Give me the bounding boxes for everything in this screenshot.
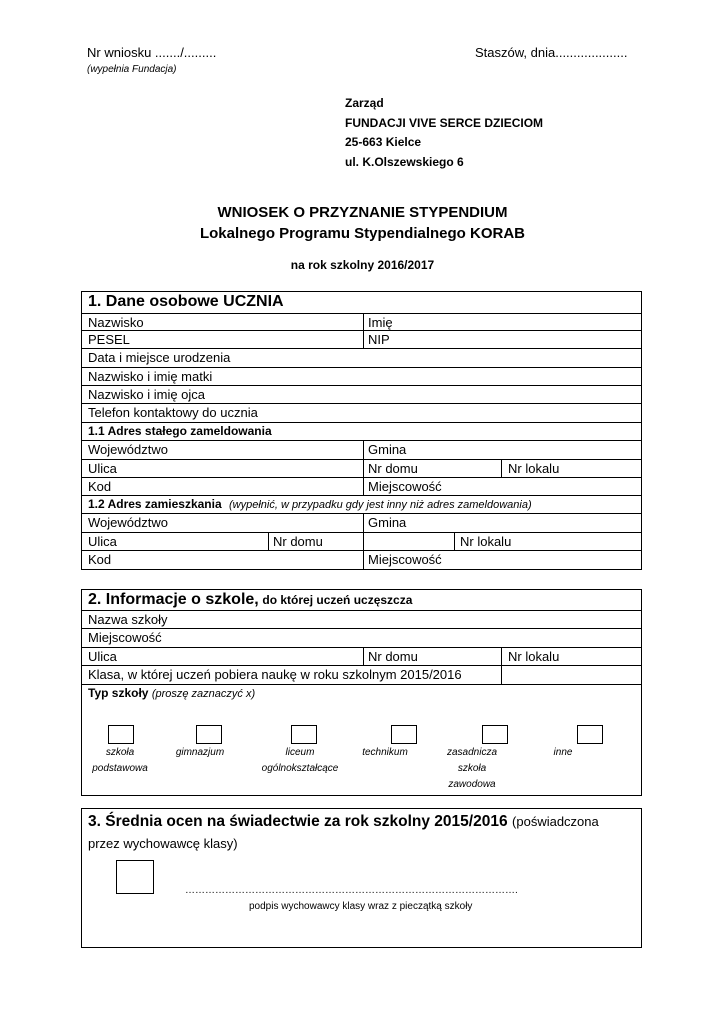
signature-line: ………………………………………………………………………………………. <box>185 885 518 896</box>
field-nazwa-szkoly[interactable]: Nazwa szkoły <box>88 612 168 627</box>
addressee-line: 25-663 Kielce <box>345 135 422 149</box>
field-miejscowosc-1[interactable]: Miejscowość <box>368 479 442 494</box>
label-line: technikum <box>362 747 408 758</box>
field-data-miejsce-urodzenia[interactable]: Data i miejsce urodzenia <box>88 350 231 365</box>
label-inne <box>533 745 593 761</box>
filled-by-foundation-note: (wypełnia Fundacja) <box>87 64 177 75</box>
checkbox-gimnazjum[interactable] <box>196 725 222 744</box>
label-line: gimnazjum <box>175 747 225 758</box>
section1-table <box>81 291 642 570</box>
document-title <box>0 202 725 244</box>
label-gimnazjum <box>160 745 240 761</box>
school-type-note: (proszę zaznaczyć x) <box>151 688 256 700</box>
label-line: zawodowa <box>448 779 496 790</box>
section2-title: 2. Informacje o szkole, <box>88 591 259 608</box>
section3-box <box>81 808 642 948</box>
field-nr-domu-2[interactable]: Nr domu <box>273 534 323 549</box>
subsection-adres-zamieszkania <box>88 497 532 511</box>
field-pesel[interactable]: PESEL <box>88 332 130 347</box>
section3-note: (poświadczona przez wychowawcę klasy) <box>88 814 599 851</box>
section2-heading <box>88 591 412 609</box>
field-miejscowosc-2[interactable]: Miejscowość <box>368 552 442 567</box>
school-type-label <box>88 686 255 700</box>
label-zasadnicza <box>432 745 512 793</box>
grade-average-box[interactable] <box>116 860 154 894</box>
school-year: na rok szkolny 2016/2017 <box>290 258 435 272</box>
section1-heading: 1. Dane osobowe UCZNIA <box>88 293 284 310</box>
subsection-adres-zameldowania: 1.1 Adres stałego zameldowania <box>88 424 272 438</box>
title-line: WNIOSEK O PRZYZNANIE STYPENDIUM <box>217 204 508 221</box>
subsection-title: 1.2 Adres zamieszkania <box>88 497 222 511</box>
field-miejscowosc-szkoly[interactable]: Miejscowość <box>88 630 162 645</box>
field-ulica-2[interactable]: Ulica <box>88 534 117 549</box>
field-nr-domu-1[interactable]: Nr domu <box>368 461 418 476</box>
label-line: inne <box>553 747 573 758</box>
signature-caption: podpis wychowawcy klasy wraz z pieczątką szkoły <box>249 901 473 912</box>
field-nr-lokalu-2[interactable]: Nr lokalu <box>460 534 512 549</box>
addressee-block <box>345 94 543 172</box>
section3-title: 3. Średnia ocen na świadectwie za rok szkolny 2015/2016 <box>88 813 508 830</box>
subsection-note: (wypełnić, w przypadku gdy jest inny niż adres zameldowania) <box>228 499 532 511</box>
addressee-line: FUNDACJI VIVE SERCE DZIECIOM <box>345 115 544 130</box>
field-gmina-2[interactable]: Gmina <box>368 515 407 530</box>
addressee-line: Zarząd <box>345 96 384 110</box>
field-kod-1[interactable]: Kod <box>88 479 112 494</box>
addressee-line: ul. K.Olszewskiego 6 <box>345 154 464 169</box>
label-line: szkoła <box>105 747 135 758</box>
field-nr-lokalu-szkoly[interactable]: Nr lokalu <box>508 649 560 664</box>
checkbox-zasadnicza[interactable] <box>482 725 508 744</box>
field-nazwisko[interactable]: Nazwisko <box>88 315 144 330</box>
school-type-title: Typ szkoły <box>88 686 149 700</box>
section3-heading <box>88 811 633 855</box>
field-ojciec[interactable]: Nazwisko i imię ojca <box>88 387 206 402</box>
label-line: szkoła <box>457 763 487 774</box>
field-imie[interactable]: Imię <box>368 315 393 330</box>
section2-subtitle: do której uczeń uczęszcza <box>262 593 413 607</box>
field-kod-2[interactable]: Kod <box>88 552 112 567</box>
title-line: Lokalnego Programu Stypendialnego KORAB <box>199 225 526 242</box>
label-line: podstawowa <box>92 763 148 774</box>
checkbox-szkola-podstawowa[interactable] <box>108 725 134 744</box>
field-nip[interactable]: NIP <box>368 332 390 347</box>
checkbox-liceum[interactable] <box>291 725 317 744</box>
field-ulica-1[interactable]: Ulica <box>88 461 117 476</box>
label-szkola-podstawowa <box>70 745 170 777</box>
label-line: ogólnokształcące <box>261 763 339 774</box>
field-ulica-szkoly[interactable]: Ulica <box>88 649 117 664</box>
label-liceum <box>245 745 355 777</box>
field-matka[interactable]: Nazwisko i imię matki <box>88 369 213 384</box>
checkbox-technikum[interactable] <box>391 725 417 744</box>
field-nr-lokalu-1[interactable]: Nr lokalu <box>508 461 560 476</box>
application-number: Nr wniosku ......./......... <box>87 45 217 60</box>
field-wojewodztwo-2[interactable]: Województwo <box>88 515 168 530</box>
field-nr-domu-szkoly[interactable]: Nr domu <box>368 649 418 664</box>
field-klasa[interactable]: Klasa, w której uczeń pobiera naukę w roku szkolnym 2015/2016 <box>88 667 462 682</box>
label-line: zasadnicza <box>446 747 498 758</box>
place-date: Staszów, dnia.................... <box>475 45 628 60</box>
field-telefon[interactable]: Telefon kontaktowy do ucznia <box>88 405 258 420</box>
checkbox-inne[interactable] <box>577 725 603 744</box>
field-wojewodztwo-1[interactable]: Województwo <box>88 442 168 457</box>
label-line: liceum <box>285 747 315 758</box>
field-gmina-1[interactable]: Gmina <box>368 442 407 457</box>
label-technikum <box>345 745 425 761</box>
